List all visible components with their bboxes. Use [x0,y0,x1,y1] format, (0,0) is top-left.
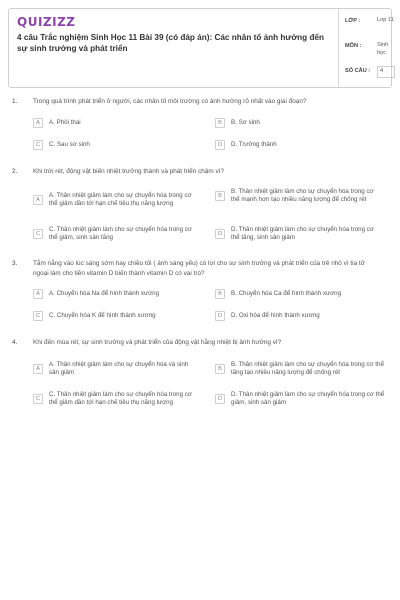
option-d[interactable] [215,311,320,321]
option-letter: A [33,118,43,128]
option-d[interactable] [215,391,391,408]
option-text: B. Thân nhiệt giảm làm cho sự chuyển hóa trong cơ thể tăng tạo nhiều năng lượng để chống rét [231,361,384,377]
option-letter: B [215,118,225,128]
question-number: 3. [12,260,18,267]
option-text: B. Sơ sinh [231,118,260,126]
worksheet-title: 4 câu Trắc nghiệm Sinh Học 11 Bài 39 (có đáp án): Các nhân tố ảnh hưởng đến sự sinh trưởng và phát triển [17,33,325,53]
question-number: 1. [12,98,18,105]
option-c[interactable] [33,311,156,321]
option-letter: A [33,364,43,374]
option-text: C. Chuyển hóa K để hình thành xương [49,311,156,319]
option-letter: B [215,364,225,374]
option-letter: C [33,311,43,321]
option-c[interactable] [33,140,90,150]
option-text: C. Thân nhiệt giảm làm cho sự chuyển hóa trong cơ thể giảm, sinh sản tăng [49,226,192,242]
option-b[interactable] [215,188,381,205]
question-number: 2. [12,168,18,175]
option-text: D. Thân nhiệt giảm làm cho sự chuyển hóa trong cơ thể giảm, sinh sản giảm [231,391,385,407]
option-a[interactable] [33,118,81,128]
option-text: D. Oxi hóa để hình thành xương [231,311,320,319]
question-text: Khi đến mùa rét, sự sinh trưởng và phát triển của động vật hằng nhiệt bị ảnh hưởng vì? [33,339,282,346]
option-text: B. Chuyển hóa Ca để hình thành xương [231,289,342,297]
option-d[interactable] [215,140,277,150]
option-text: B. Thân nhiệt giảm làm cho sự chuyển hóa trong cơ thể mạnh hơn tạo nhiều năng lượng để chống rét [231,188,374,204]
option-text: A. Thân nhiệt giảm làm cho sự chuyển hóa trong cơ thể giảm dần tới hạn chế tiêu thụ năng lượng [49,192,192,208]
option-letter: C [33,140,43,150]
option-letter: C [33,229,43,239]
option-text: C. Sau sơ sinh [49,140,90,148]
option-letter: D [215,140,225,150]
option-letter: C [33,394,43,404]
question-text: Khi trời rét, động vật biến nhiệt trưởng thành và phát triển chậm vì? [33,168,224,175]
option-text: C. Thân nhiệt giảm làm cho sự chuyển hóa trong cơ thể giảm dần tới hạn chế tiêu thụ năng lượng [49,391,192,407]
option-a[interactable] [33,289,159,299]
option-letter: B [215,191,225,201]
question-count-value: 4 [377,66,395,78]
question-count-label: SỐ CÂU : [345,68,371,74]
subject-value: Sinh học [377,42,389,56]
option-text: D. Trưởng thành [231,140,277,148]
option-c[interactable] [33,226,199,243]
option-b[interactable] [215,361,391,378]
option-b[interactable] [215,289,341,299]
option-letter: A [33,195,43,205]
grade-label: LỚP : [345,18,361,24]
option-a[interactable] [33,361,199,378]
option-b[interactable] [215,118,260,128]
worksheet-header [8,8,392,88]
option-text: A. Thân nhiệt giảm làm cho sự chuyển hóa và sinh sản giảm [49,361,189,377]
option-d[interactable] [215,226,381,243]
question-number: 4. [12,339,18,346]
quizizz-logo: QUIZIZZ [17,15,76,29]
header-divider [338,9,339,87]
grade-value: Lop 11 [377,17,394,23]
option-letter: A [33,289,43,299]
question-text: Trong quá trình phát triển ở người, các nhân tố môi trường có ảnh hưởng rõ nhất vào giai đoạn? [33,98,307,105]
option-text: A. Chuyển hóa Na để hình thành xương [49,289,160,297]
subject-label: MÔN : [345,43,362,49]
option-letter: D [215,311,225,321]
question-text: Tắm nắng vào lúc sáng sớm hay chiều tối ( ánh sáng yếu) có lợi cho sự sinh trưởng và phát triển của trẻ nhỏ vì tia tử ngoại làm cho tiền vitamin D biến thành vitamin D có vai trò? [33,260,365,277]
option-letter: B [215,289,225,299]
option-c[interactable] [33,391,199,408]
option-a[interactable] [33,192,199,209]
option-letter: D [215,229,225,239]
option-letter: D [215,394,225,404]
option-text: D. Thân nhiệt giảm làm cho sự chuyển hóa trong cơ thể tăng, sinh sản giảm [231,226,374,242]
option-text: A. Phôi thai [49,118,81,126]
